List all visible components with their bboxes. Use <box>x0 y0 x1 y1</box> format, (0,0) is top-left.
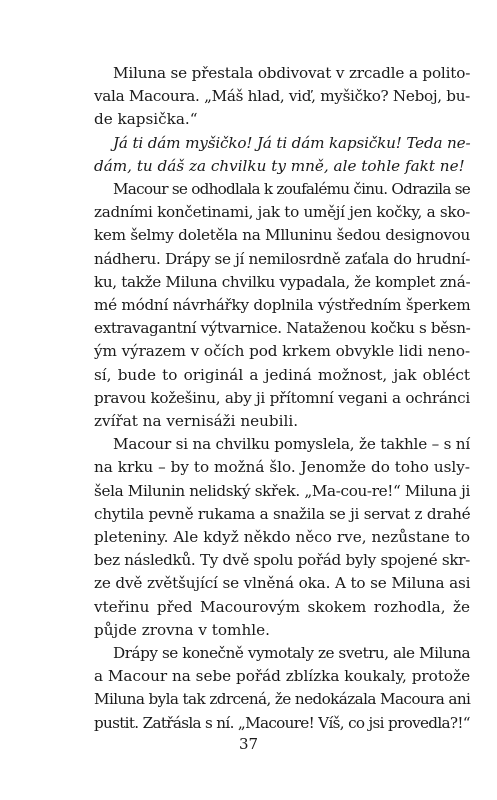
text-line: vala Macoura. „Máš hlad, viď, myšičko? Neboj, bu- <box>94 87 470 106</box>
text-line: ze dvě zvětšující se vlněná oka. A to se Miluna asi <box>94 574 471 593</box>
text-line: mé módní návrhářky doplnila výstředním šperkem <box>94 296 471 315</box>
text-line: ým výrazem v očích pod krkem obvykle lidi neno- <box>94 342 470 361</box>
text-line: sí, bude to originál a jediná možnost, jak obléct <box>94 365 470 384</box>
text-line: ku, takže Miluna chvilku vypadala, že komplet zná- <box>94 272 471 291</box>
text-line: pravou kožešinu, aby ji přítomní vegani a ochránci <box>94 388 470 407</box>
text-line: zvířat na vernisáži neubili. <box>94 412 299 431</box>
text-line: a Macour na sebe pořád zblízka koukaly, protože <box>94 667 471 686</box>
text-line: chytila pevně rukama a snažila se ji servat z drahé <box>94 504 471 523</box>
text-line: de kapsička.“ <box>94 110 198 129</box>
page-body-text <box>94 62 470 735</box>
text-line: extravagantní výtvarnice. Nataženou kočku s běsn- <box>94 319 471 338</box>
text-line: Drápy se konečně vymotaly ze svetru, ale Miluna <box>113 644 471 663</box>
text-line: vteřinu před Macourovým skokem rozhodla, že <box>94 597 470 616</box>
page-number: 37 <box>238 735 259 753</box>
text-line: Miluna se přestala obdivovat v zrcadle a polito- <box>113 64 471 82</box>
paragraph <box>94 642 470 735</box>
paragraph <box>94 178 470 433</box>
text-line: Macour se odhodlala k zoufalému činu. Odrazila se <box>113 180 470 199</box>
paragraph <box>94 132 470 178</box>
text-line: Miluna byla tak zdrcená, že nedokázala Macoura ani <box>94 690 471 709</box>
text-line: na krku – by to možná šlo. Jenomže do toho usly- <box>94 458 470 477</box>
text-line: dám, tu dáš za chvilku ty mně, ale tohle fakt ne! <box>94 156 465 175</box>
text-line: šela Milunin nelidský skřek. „Ma-cou-re!“ Miluna ji <box>94 481 470 500</box>
paragraph <box>94 62 470 132</box>
text-line: zadními končetinami, jak to umějí jen kočky, a sko- <box>94 203 471 222</box>
text-line: Macour si na chvilku pomyslela, že takhle – s ní <box>113 435 471 454</box>
text-line: půjde zrovna v tomhle. <box>94 620 270 639</box>
text-line: pustit. Zatřásla s ní. „Macoure! Víš, co jsi provedla?!“ <box>94 713 470 732</box>
paragraph <box>94 433 470 642</box>
text-line: kem šelmy doletěla na Mlluninu šedou designovou <box>94 226 470 245</box>
text-line: bez následků. Ty dvě spolu pořád byly spojené skr- <box>94 551 470 570</box>
text-line: pleteniny. Ale když někdo něco rve, nezůstane to <box>94 528 470 547</box>
text-line: nádheru. Drápy se jí nemilosrdně zaťala do hrudní- <box>94 249 471 268</box>
text-line: Já ti dám myšičko! Já ti dám kapsičku! Teda ne- <box>113 133 471 152</box>
